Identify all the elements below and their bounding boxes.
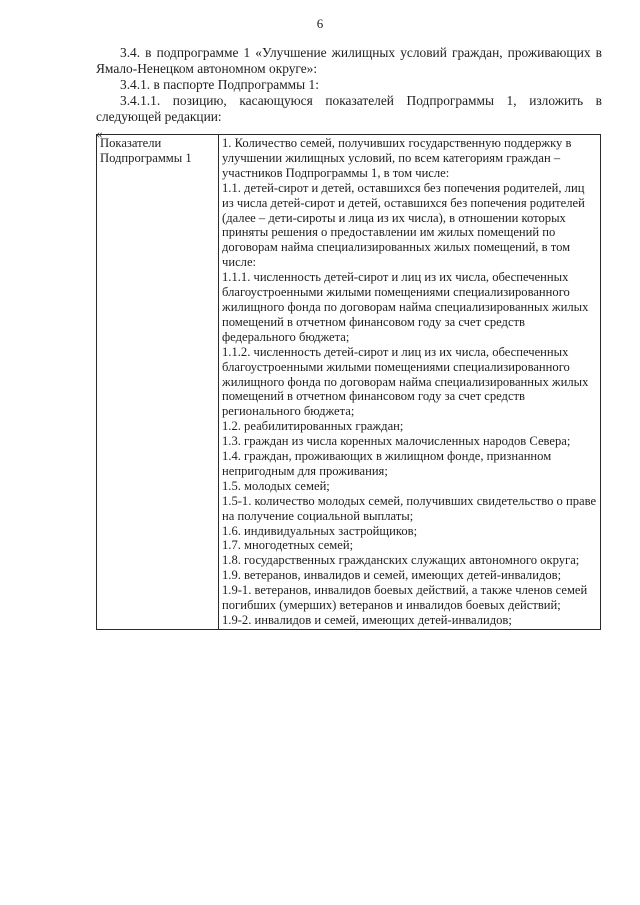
list-item: 1.8. государственных гражданских служащих автономного округа; bbox=[222, 553, 580, 568]
indicators-list-cell bbox=[219, 135, 601, 630]
list-item: 1.9-2. инвалидов и семей, имеющих детей-инвалидов; bbox=[222, 613, 512, 627]
indicators-table bbox=[96, 134, 601, 630]
list-item: 1.9-1. ветеранов, инвалидов боевых действий, а также членов семей погибших (умерших) ветеранов и инвалидов боевых действий; bbox=[222, 583, 588, 613]
list-item: 1.1. детей-сирот и детей, оставшихся без попечения родителей, лиц из числа детей-сирот и детей, оставшихся без попечения родителей (далее – дети-сироты и лица из их числа), в отношении которых приняты решения о предоставлении им жилых помещений по договорам найма специализированных жилых помещений, в том числе: bbox=[222, 180, 585, 270]
paragraph-passport: 3.4.1. в паспорте Подпрограммы 1: bbox=[120, 77, 319, 92]
paragraph-subprogram: 3.4. в подпрограмме 1 «Улучшение жилищных условий граждан, проживающих в Ямало-Ненецком автономном округе»: bbox=[96, 45, 602, 76]
list-item: 1.9. ветеранов, инвалидов и семей, имеющих детей-инвалидов; bbox=[222, 568, 562, 583]
list-item: 1.7. многодетных семей; bbox=[222, 538, 354, 553]
list-item: 1.1.1. численность детей-сирот и лиц из их числа, обеспеченных благоустроенными жилыми помещениями специализированного жилищного фонда по договорам найма специализированных жилых помещений в отчетном финансовом году за счет средств федерального бюджета; bbox=[222, 270, 589, 344]
list-item: 1. Количество семей, получивших государственную поддержку в улучшении жилищных условий, по всем категориям граждан – участников Подпрограммы 1, в том числе: bbox=[222, 136, 572, 180]
list-item: 1.5-1. количество молодых семей, получивших свидетельство о праве на получение социальной выплаты; bbox=[222, 493, 597, 523]
intro-text bbox=[96, 45, 602, 125]
list-item: 1.2. реабилитированных граждан; bbox=[222, 419, 404, 434]
list-item: 1.1.2. численность детей-сирот и лиц из их числа, обеспеченных благоустроенными жилыми помещениями специализированного жилищного фонда по договорам найма специализированных жилых помещений в отчетном финансовом году за счет средств регионального бюджета; bbox=[222, 344, 589, 419]
table-row bbox=[97, 135, 601, 630]
page-bottom-margin bbox=[0, 765, 640, 905]
opening-quote: « bbox=[96, 126, 103, 141]
paragraph-position: 3.4.1.1. позицию, касающуюся показателей Подпрограммы 1, изложить в следующей редакции: bbox=[96, 93, 602, 124]
list-item: 1.6. индивидуальных застройщиков; bbox=[222, 523, 418, 538]
list-item: 1.5. молодых семей; bbox=[222, 478, 330, 493]
list-item: 1.3. граждан из числа коренных малочисленных народов Севера; bbox=[222, 434, 571, 449]
list-item: 1.4. граждан, проживающих в жилищном фонде, признанном непригодным для проживания; bbox=[222, 449, 552, 478]
indicators-label-cell: Показатели Подпрограммы 1 bbox=[97, 135, 219, 630]
page-number: 6 bbox=[316, 16, 324, 31]
